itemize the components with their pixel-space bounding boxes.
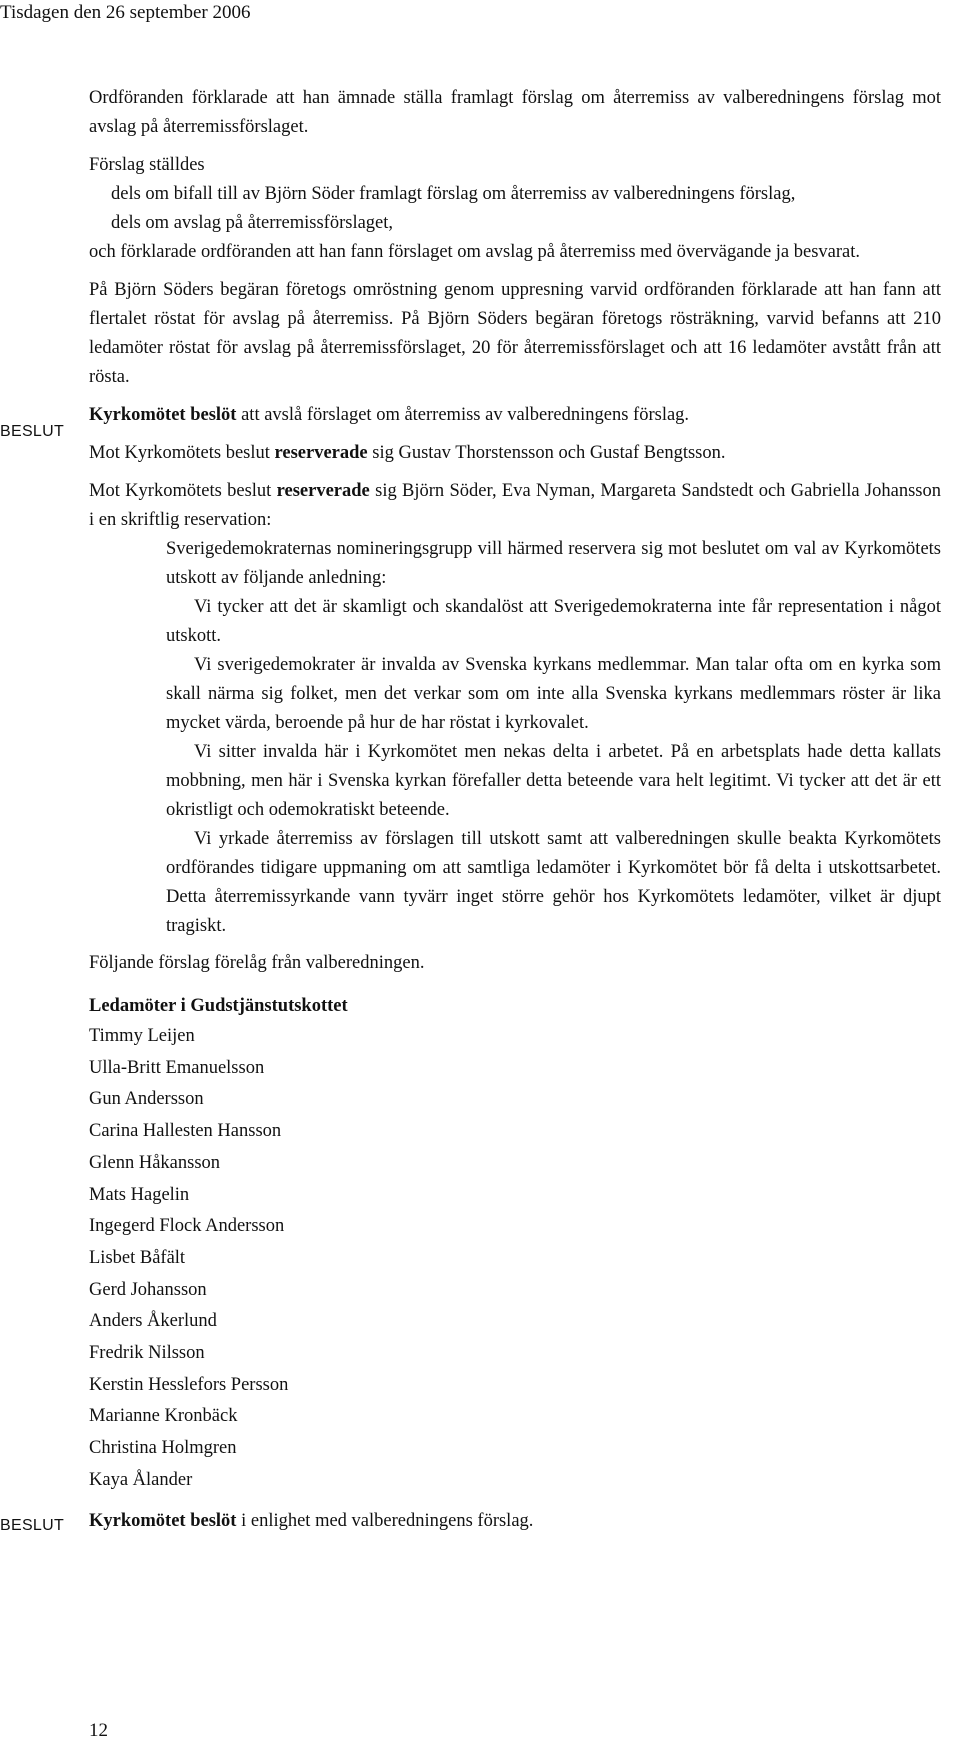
decision-bold: Kyrkomötet beslöt [89, 1510, 237, 1531]
decision-1 [89, 401, 941, 430]
list-item: Ingegerd Flock Andersson [89, 1216, 285, 1237]
list-item: Fredrik Nilsson [89, 1343, 205, 1364]
proposal-option-1: dels om bifall till av Björn Söder framlagt förslag om återremiss av valberedningens förslag, [111, 184, 796, 204]
page-header-date: Tisdagen den 26 september 2006 [0, 2, 251, 23]
decision-text: i enlighet med valberedningens förslag. [236, 1510, 534, 1531]
decision-text: att avslå förslaget om återremiss av valberedningens förslag. [236, 405, 690, 425]
reservation-paragraph: Vi yrkade återremiss av förslagen till utskott samt att valberedningen skulle beakta Kyrkomötets ordförandes tidigare uppmaning om att samtliga ledamöter i Kyrkomötet bör få delta i utskottsarbetet. Detta återremissyrkande vann tyvärr inget större gehör hos Kyrkomötets ledamöter, vilket är djupt tragiskt. [166, 829, 941, 936]
list-item: Gerd Johansson [89, 1279, 207, 1300]
list-item: Kaya Ålander [89, 1469, 193, 1490]
document-body [89, 84, 941, 1545]
list-item: Marianne Kronbäck [89, 1406, 238, 1427]
reservation-bold: reserverade [276, 481, 370, 501]
beslut-label: BESLUT [0, 423, 65, 440]
proposal-conclusion: och förklarade ordföranden att han fann förslaget om avslag på återremiss med övervägande ja besvarat. [89, 242, 861, 262]
written-reservation [166, 535, 941, 941]
reservation-bold: reserverade [274, 443, 368, 463]
paragraph-chair-announcement: Ordföranden förklarade att han ämnade ställa framlagt förslag om återremiss av valberedningens förslag mot avslag på återremissförslaget. [89, 88, 941, 137]
reservation-text: sig Björn Söder, Eva Nyman, Margareta Sandstedt och Gabriella Johansson i en skriftlig reservation: [89, 481, 941, 530]
reservation-text: Mot Kyrkomötets beslut [89, 481, 277, 501]
reservation-paragraph: Sverigedemokraternas nomineringsgrupp vill härmed reservera sig mot beslutet om val av Kyrkomötets utskott av följande anledning: [166, 539, 941, 588]
paragraph-vote: På Björn Söders begäran företogs omröstning genom uppresning varvid ordföranden förklarade att han fann att flertalet röstat för avslag på återremiss. På Björn Söders begäran företogs rösträkning, varvid befanns att 210 ledamöter röstat för avslag på återremissförslaget, 20 för återremissförslaget och att 16 ledamöter avstått från att rösta. [89, 280, 941, 387]
decision-bold: Kyrkomötet beslöt [89, 405, 237, 425]
list-item: Kerstin Hesslefors Persson [89, 1374, 289, 1395]
decision-2 [89, 1507, 941, 1536]
beslut-label: BESLUT [0, 1517, 65, 1534]
list-item: Anders Åkerlund [89, 1311, 217, 1332]
proposal-intro-valberedning: Följande förslag förelåg från valberedningen. [89, 953, 425, 973]
list-item: Gun Andersson [89, 1089, 204, 1110]
reservation-paragraph: Vi sitter invalda här i Kyrkomötet men nekas delta i arbetet. På en arbetsplats hade detta kallats mobbning, men här i Svenska kyrkan förefaller detta beteende vara helt legitimt. Vi tycker att det är ett okristligt och odemokratiskt beteende. [166, 742, 941, 820]
proposal-option-2: dels om avslag på återremissförslaget, [111, 213, 394, 233]
proposal-intro: Förslag ställdes [89, 155, 205, 175]
committee-list [89, 992, 941, 1497]
committee-title: Ledamöter i Gudstjänstutskottet [89, 996, 348, 1016]
list-item: Carina Hallesten Hansson [89, 1121, 282, 1142]
list-item: Timmy Leijen [89, 1026, 195, 1046]
reservation-text: Mot Kyrkomötets beslut [89, 443, 275, 463]
reservation-paragraph: Vi sverigedemokrater är invalda av Svenska kyrkans medlemmar. Man talar ofta om en kyrka som skall närma sig folket, men det verkar som om inte alla Svenska kyrkans medlemmars röster är lika mycket värda, beroende på hur de har röstat i kyrkovalet. [166, 655, 941, 733]
list-item: Ulla-Britt Emanuelsson [89, 1057, 265, 1078]
reservation-paragraph: Vi tycker att det är skamligt och skandalöst att Sverigedemokraterna inte får representation i något utskott. [166, 597, 941, 646]
page-number: 12 [89, 1720, 108, 1741]
list-item: Lisbet Båfält [89, 1247, 186, 1268]
reservation-2 [89, 477, 941, 535]
reservation-text: sig Gustav Thorstensson och Gustaf Bengtsson. [367, 443, 726, 463]
proposal-block [89, 151, 941, 267]
reservation-1 [89, 439, 941, 468]
list-item: Christina Holmgren [89, 1438, 237, 1459]
list-item: Mats Hagelin [89, 1184, 190, 1205]
list-item: Glenn Håkansson [89, 1152, 221, 1173]
